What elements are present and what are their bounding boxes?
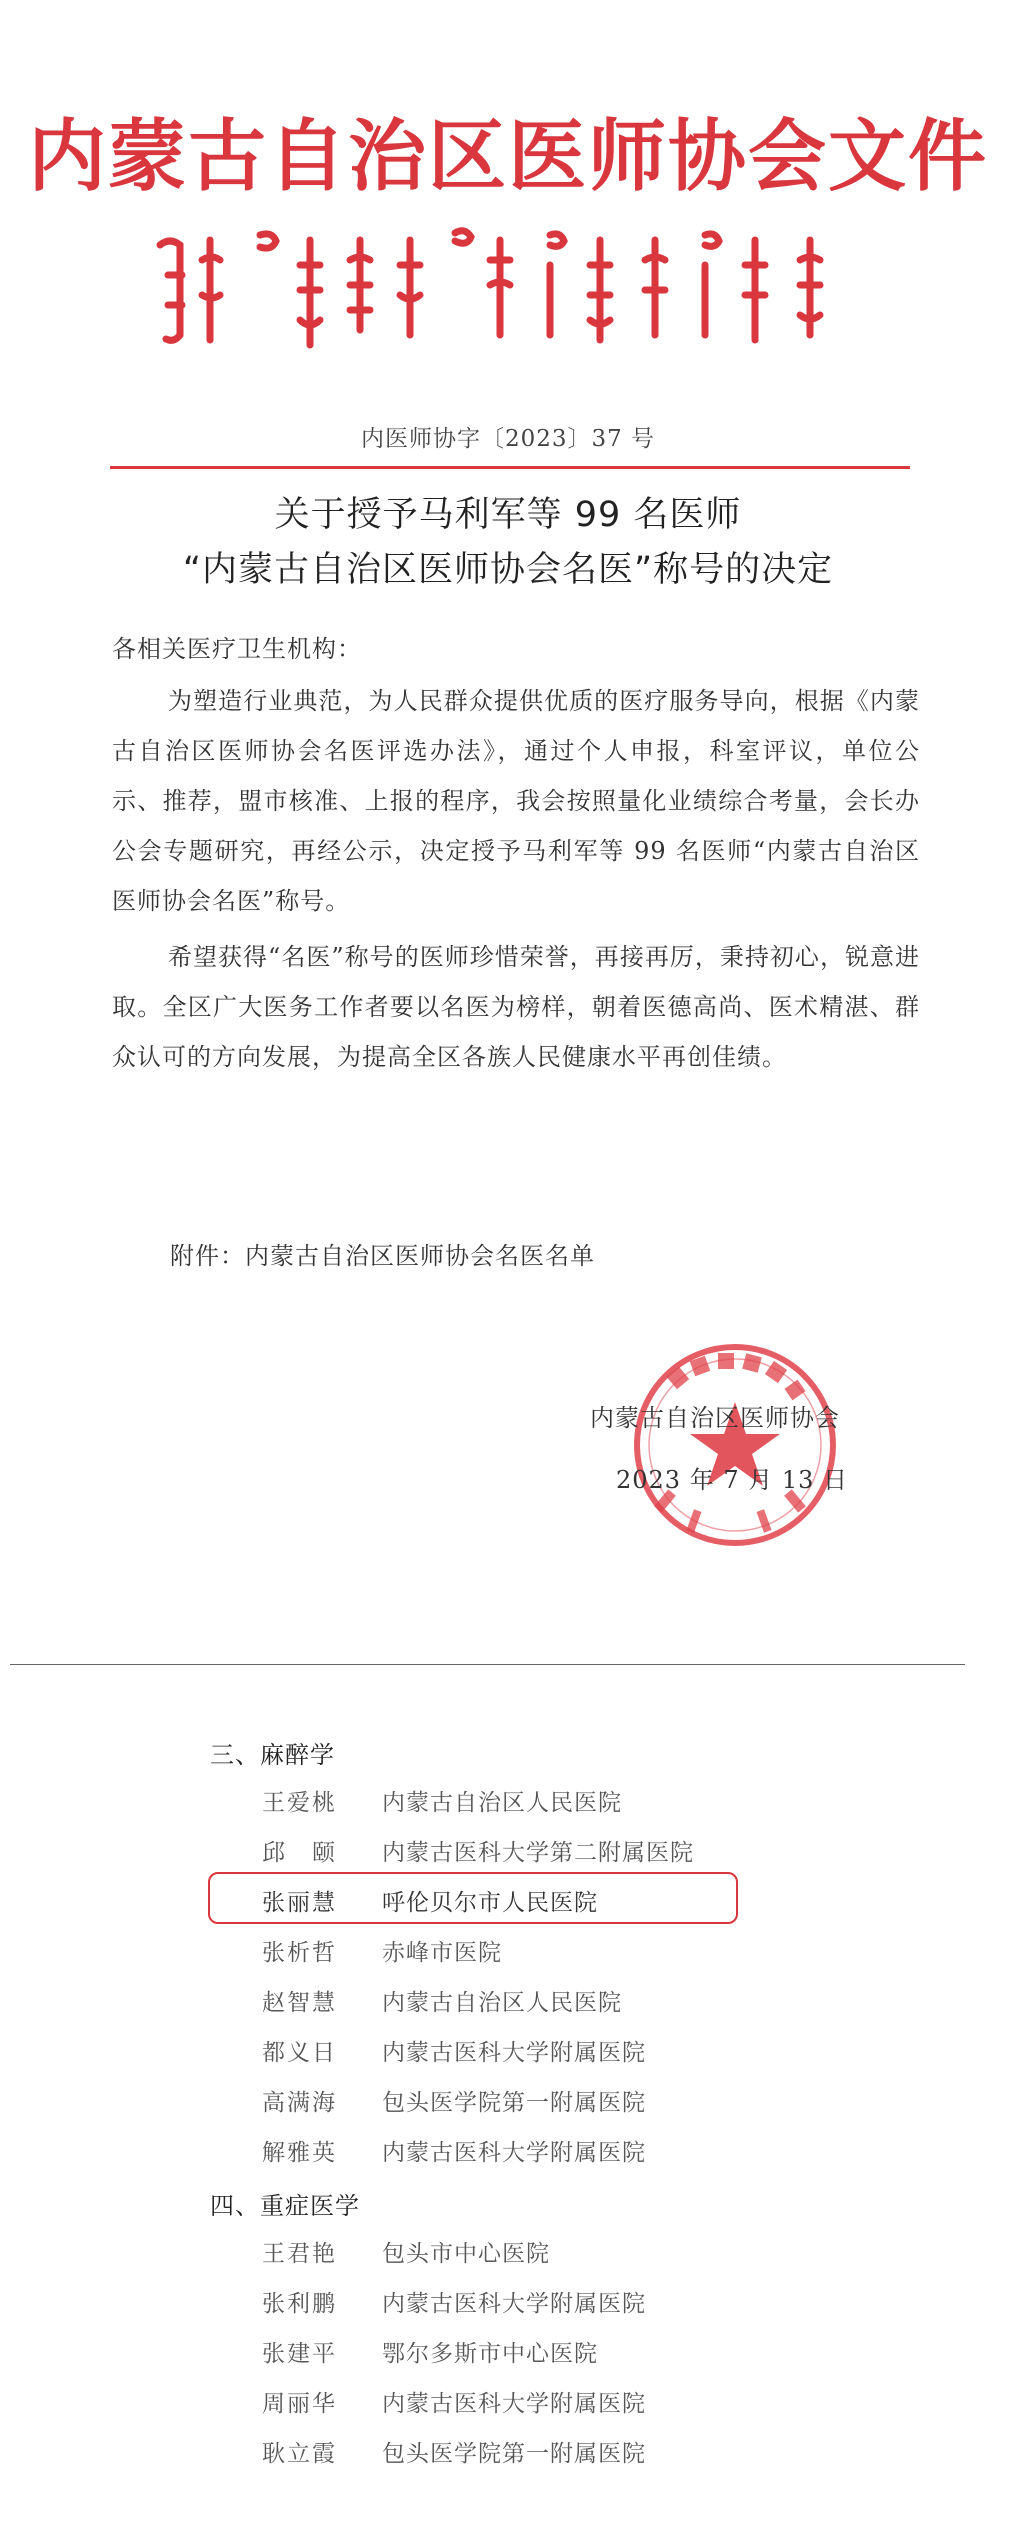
doctor-name: 张丽慧 (262, 1890, 337, 1916)
section-title-critical-care: 四、重症医学 (210, 2192, 360, 2220)
doctor-name: 高满海 (262, 2090, 337, 2116)
hospital-name: 内蒙古医科大学附属医院 (382, 2391, 646, 2417)
body-paragraph-1: 为塑造行业典范，为人民群众提供优质的医疗服务导向，根据《内蒙古自治区医师协会名医评选办法》，通过个人申报，科室评议，单位公示、推荐，盟市核准、上报的程序，我会按照量化业绩综合考量，会长办公会专题研究，再经公示，决定授予马利军等 99 名医师“内蒙古自治区医师协会名医”称号。 (112, 687, 920, 915)
doctor-name: 赵智慧 (262, 1990, 337, 2016)
signing-organization: 内蒙古自治区医师协会 (590, 1404, 840, 1432)
doctor-name: 张利鹏 (262, 2291, 337, 2317)
doctor-name: 解雅英 (262, 2140, 337, 2166)
red-header-rule (110, 466, 910, 469)
attachment-line: 附件：内蒙古自治区医师协会名医名单 (170, 1242, 595, 1270)
highlight-box (208, 1872, 738, 1924)
document-number: 内医师协字〔2023〕37 号 (360, 426, 656, 452)
doctor-name: 邱 颐 (262, 1840, 337, 1866)
hospital-name: 内蒙古医科大学附属医院 (382, 2140, 646, 2166)
hospital-name: 内蒙古自治区人民医院 (382, 1990, 622, 2016)
body-paragraph-2: 希望获得“名医”称号的医师珍惜荣誉，再接再厉，秉持初心，锐意进取。全区广大医务工作者要以名医为榜样，朝着医德高尚、医术精湛、群众认可的方向发展，为提高全区各族人民健康水平再创佳绩。 (112, 943, 920, 1071)
list-item (262, 2335, 882, 2375)
hospital-name: 呼伦贝尔市人民医院 (382, 1890, 598, 1916)
section-title-anesthesiology: 三、麻醉学 (210, 1741, 335, 1769)
page-divider (10, 1664, 965, 1665)
hospital-name: 内蒙古医科大学第二附属医院 (382, 1840, 694, 1866)
salutation: 各相关医疗卫生机构： (112, 635, 362, 663)
subject-line-1: 关于授予马利军等 99 名医师 (274, 495, 742, 535)
list-item (262, 2235, 882, 2275)
list-item (262, 2134, 882, 2174)
document-subject (0, 488, 1016, 598)
org-title: 内蒙古自治区医师协会文件 (27, 111, 988, 202)
subject-line-2: “内蒙古自治区医师协会名医”称号的决定 (182, 550, 834, 590)
list-item (262, 1984, 882, 2024)
hospital-name: 鄂尔多斯市中心医院 (382, 2341, 598, 2367)
doctor-name: 王爱桃 (262, 1790, 337, 1816)
mongolian-script-title (150, 225, 866, 355)
doctor-name: 周丽华 (262, 2391, 337, 2417)
hospital-name: 包头市中心医院 (382, 2241, 550, 2267)
hospital-name: 内蒙古自治区人民医院 (382, 1790, 622, 1816)
hospital-name: 内蒙古医科大学附属医院 (382, 2040, 646, 2066)
doctor-name: 张建平 (262, 2341, 337, 2367)
hospital-name: 赤峰市医院 (382, 1940, 502, 1966)
list-item (262, 2435, 882, 2475)
doctor-name: 王君艳 (262, 2241, 337, 2267)
list-item (262, 1834, 882, 1874)
doctor-name: 都义日 (262, 2040, 337, 2066)
list-item (262, 2084, 882, 2124)
list-item (262, 2285, 882, 2325)
hospital-name: 包头医学院第一附属医院 (382, 2441, 646, 2467)
signing-date: 2023 年 7 月 13 日 (616, 1466, 849, 1494)
official-seal (630, 1340, 840, 1550)
hospital-name: 包头医学院第一附属医院 (382, 2090, 646, 2116)
hospital-name: 内蒙古医科大学附属医院 (382, 2291, 646, 2317)
list-item (262, 2034, 882, 2074)
list-item (262, 1934, 882, 1974)
list-item (262, 1784, 882, 1824)
doctor-name: 张析哲 (262, 1940, 337, 1966)
doctor-name: 耿立霞 (262, 2441, 337, 2467)
list-item (262, 2385, 882, 2425)
